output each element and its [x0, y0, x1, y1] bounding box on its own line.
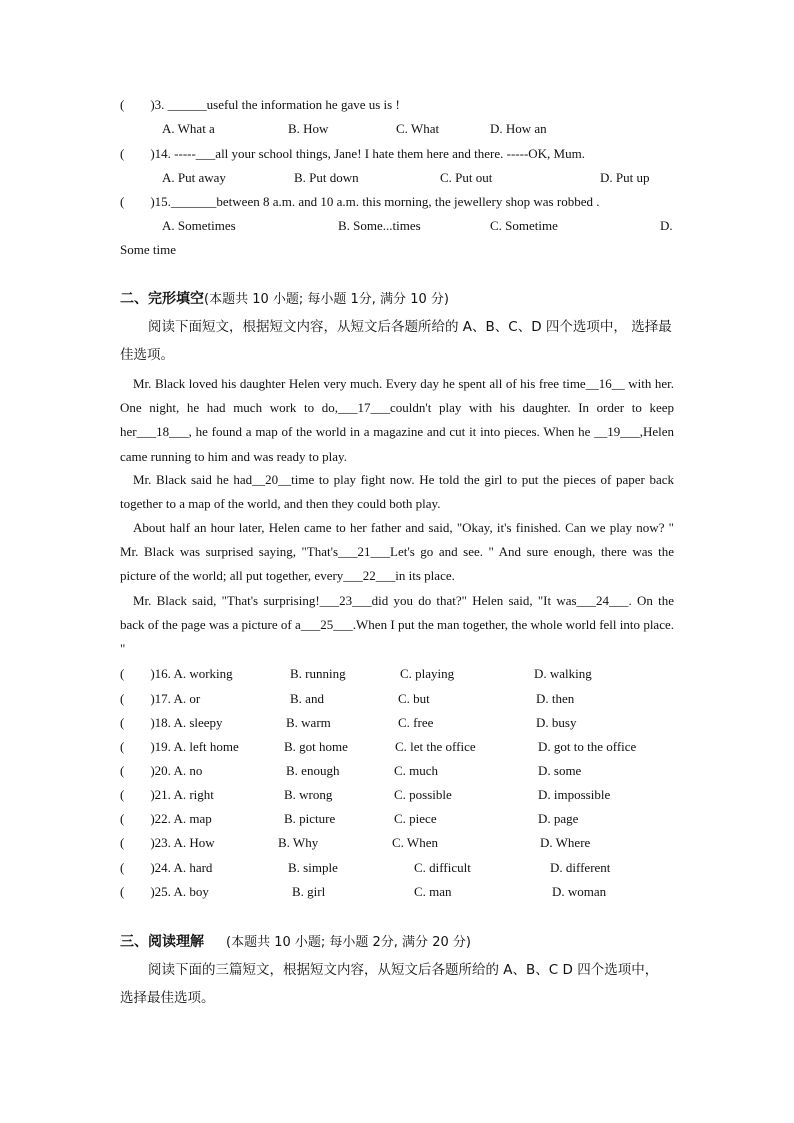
cloze-25-c: C. man — [414, 884, 452, 899]
question-15-option-d-text: Some time — [120, 242, 176, 257]
cloze-25-d: D. woman — [552, 884, 607, 899]
cloze-24: ( )24. A. hard — [120, 860, 213, 875]
cloze-20-c: C. much — [394, 763, 439, 778]
cloze-20-b: B. enough — [286, 763, 340, 778]
cloze-25: ( )25. A. boy — [120, 884, 209, 899]
cloze-23-b: B. Why — [278, 835, 319, 850]
cloze-21: ( )21. A. right — [120, 787, 214, 802]
question-15-option-d: D. — [660, 218, 673, 233]
cloze-19-b: B. got home — [284, 739, 348, 754]
question-14-option-d: D. Put up — [600, 170, 650, 185]
question-3-option-b: B. How — [288, 121, 329, 136]
passage-paragraph-3: About half an hour later, Helen came to her father and said, "Okay, it's finished. Can we play now? " Mr. Black was surprised saying, "That's___21___Let's go and see. " And sure enough, there was the picture of the world; all put together, every___22___in its place. — [120, 520, 674, 584]
question-14-stem: ( )14. -----___all your school things, Jane! I hate them here and there. -----OK, Mum. — [120, 146, 585, 161]
question-14-option-c: C. Put out — [440, 170, 493, 185]
cloze-21-b: B. wrong — [284, 787, 333, 802]
cloze-24-c: C. difficult — [414, 860, 471, 875]
passage-paragraph-1: Mr. Black loved his daughter Helen very much. Every day he spent all of his free time__16__ with her. One night, he had much work to do,___17___couldn't play with his daughter. In order to keep her___18___, he found a map of the world in a magazine and cut it into pieces. When he __19___,Helen came running to him and was ready to play. — [120, 376, 674, 464]
cloze-19-d: D. got to the office — [538, 739, 637, 754]
section-2-note: (本题共 10 小题; 每小题 1分, 满分 10 分) — [204, 292, 449, 307]
cloze-16: ( )16. A. working — [120, 666, 233, 681]
passage-paragraph-2: Mr. Black said he had__20__time to play fight now. He told the girl to put the pieces of paper back together to a map of the world, and then they could both play. — [120, 472, 674, 512]
cloze-16-d: D. walking — [534, 666, 592, 681]
cloze-19: ( )19. A. left home — [120, 739, 239, 754]
cloze-17: ( )17. A. or — [120, 691, 201, 706]
passage-paragraph-4: Mr. Black said, "That's surprising!___23___did you do that?" Helen said, "It was___24___. On the back of the page was a picture of a___25___.When I put the man together, the whole world fell into place. " — [120, 593, 674, 657]
question-14-option-b: B. Put down — [294, 170, 359, 185]
cloze-25-b: B. girl — [292, 884, 326, 899]
question-3-option-c: C. What — [396, 121, 440, 136]
section-2-heading — [120, 290, 449, 309]
cloze-21-c: C. possible — [394, 787, 452, 802]
cloze-20: ( )20. A. no — [120, 763, 203, 778]
section-3-instruction: 阅读下面的三篇短文，根据短文内容，从短文后各题所给的 A、B、C D 四个选项中， 选择最佳选项。 — [120, 962, 659, 1006]
question-15-stem: ( )15._______between 8 a.m. and 10 a.m. this morning, the jewellery shop was robbed . — [120, 194, 600, 209]
cloze-22-c: C. piece — [394, 811, 437, 826]
cloze-22-b: B. picture — [284, 811, 336, 826]
question-14-option-a: A. Put away — [162, 170, 226, 185]
cloze-22-d: D. page — [538, 811, 579, 826]
cloze-23-d: D. Where — [540, 835, 591, 850]
cloze-23: ( )23. A. How — [120, 835, 215, 850]
section-3-heading — [120, 933, 471, 952]
cloze-18-c: C. free — [398, 715, 434, 730]
cloze-20-d: D. some — [538, 763, 582, 778]
cloze-18: ( )18. A. sleepy — [120, 715, 223, 730]
cloze-16-c: C. playing — [400, 666, 455, 681]
cloze-18-d: D. busy — [536, 715, 577, 730]
question-15-option-b: B. Some...times — [338, 218, 421, 233]
question-15-option-a: A. Sometimes — [162, 218, 236, 233]
section-3-note: (本题共 10 小题; 每小题 2分, 满分 20 分) — [226, 935, 471, 950]
section-2-instruction: 阅读下面短文，根据短文内容，从短文后各题所给的 A、B、C、D 四个选项中， 选择最佳选项。 — [120, 319, 672, 363]
section-2-title: 二、完形填空 — [120, 291, 204, 307]
cloze-16-b: B. running — [290, 666, 346, 681]
cloze-21-d: D. impossible — [538, 787, 611, 802]
question-3-stem: ( )3. ______useful the information he gave us is ! — [120, 97, 400, 112]
cloze-24-b: B. simple — [288, 860, 338, 875]
cloze-18-b: B. warm — [286, 715, 331, 730]
cloze-24-d: D. different — [550, 860, 611, 875]
cloze-23-c: C. When — [392, 835, 438, 850]
cloze-17-c: C. but — [398, 691, 430, 706]
cloze-17-b: B. and — [290, 691, 324, 706]
cloze-17-d: D. then — [536, 691, 575, 706]
cloze-22: ( )22. A. map — [120, 811, 212, 826]
question-3-option-d: D. How an — [490, 121, 547, 136]
section-3-title: 三、阅读理解 — [120, 934, 204, 950]
question-15-option-c: C. Sometime — [490, 218, 558, 233]
question-3-option-a: A. What a — [162, 121, 215, 136]
cloze-19-c: C. let the office — [395, 739, 476, 754]
